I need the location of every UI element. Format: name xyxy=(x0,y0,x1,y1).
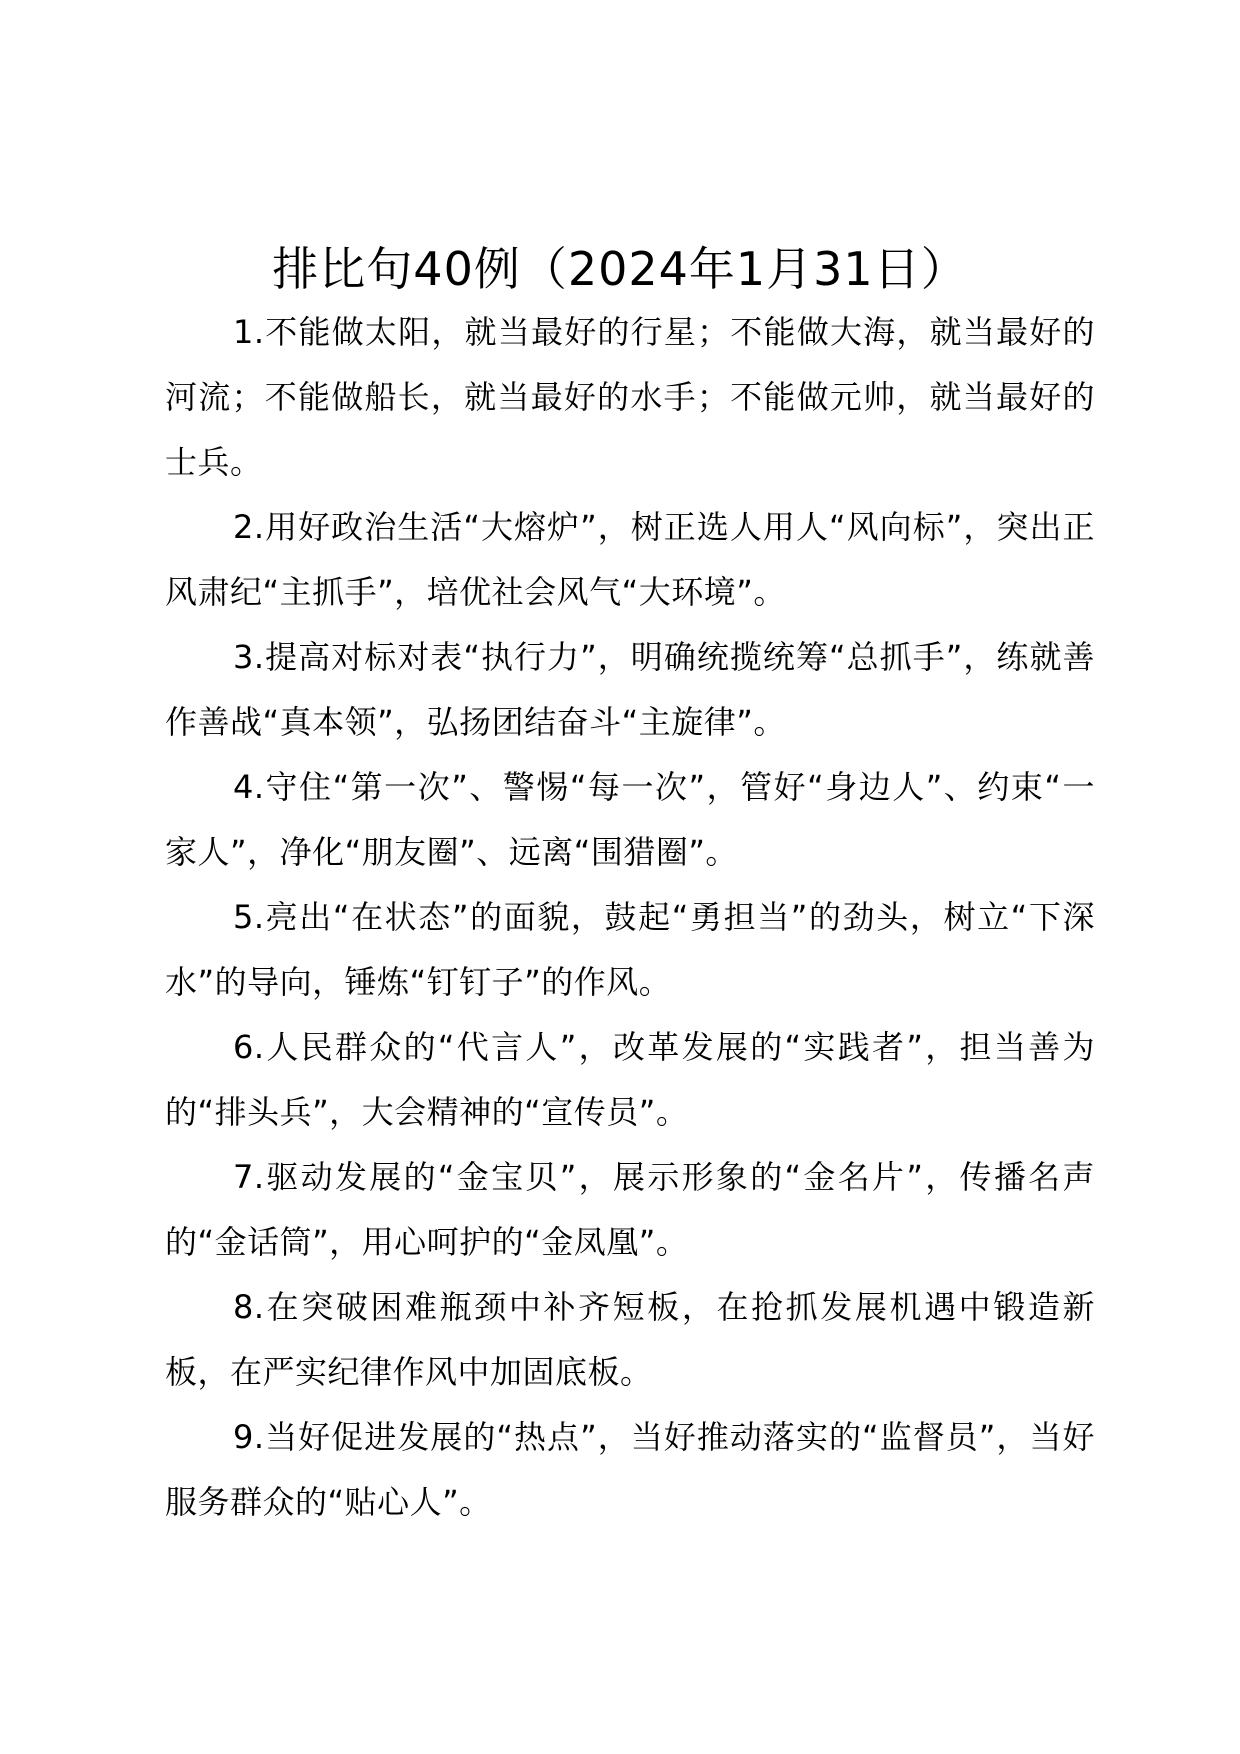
paragraph-4: 4.守住“第一次”、警惕“每一次”，管好“身边人”、约束“一家人”，净化“朋友圈”、远离“围猎圈”。 xyxy=(165,768,1095,871)
paragraph-1: 1.不能做太阳，就当最好的行星；不能做大海，就当最好的河流；不能做船长，就当最好的水手；不能做元帅，就当最好的士兵。 xyxy=(165,313,1095,481)
paragraph-7: 7.驱动发展的“金宝贝”，展示形象的“金名片”，传播名声的“金话筒”，用心呵护的“金凤凰”。 xyxy=(165,1158,1095,1261)
paragraph-6: 6.人民群众的“代言人”，改革发展的“实践者”，担当善为的“排头兵”，大会精神的“宣传员”。 xyxy=(165,1028,1095,1131)
document-body xyxy=(165,300,1095,1535)
paragraph-5: 5.亮出“在状态”的面貌，鼓起“勇担当”的劲头，树立“下深水”的导向，锤炼“钉钉子”的作风。 xyxy=(165,898,1095,1001)
paragraph-8: 8.在突破困难瓶颈中补齐短板，在抢抓发展机遇中锻造新板，在严实纪律作风中加固底板。 xyxy=(165,1288,1095,1391)
paragraph-2: 2.用好政治生活“大熔炉”，树正选人用人“风向标”，突出正风肃纪“主抓手”，培优社会风气“大环境”。 xyxy=(165,508,1095,611)
paragraph-9: 9.当好促进发展的“热点”，当好推动落实的“监督员”，当好服务群众的“贴心人”。 xyxy=(165,1418,1095,1521)
document-title: 排比句40例（2024年1月31日） xyxy=(272,242,968,296)
paragraph-3: 3.提高对标对表“执行力”，明确统揽统筹“总抓手”，练就善作善战“真本领”，弘扬团结奋斗“主旋律”。 xyxy=(165,638,1095,741)
